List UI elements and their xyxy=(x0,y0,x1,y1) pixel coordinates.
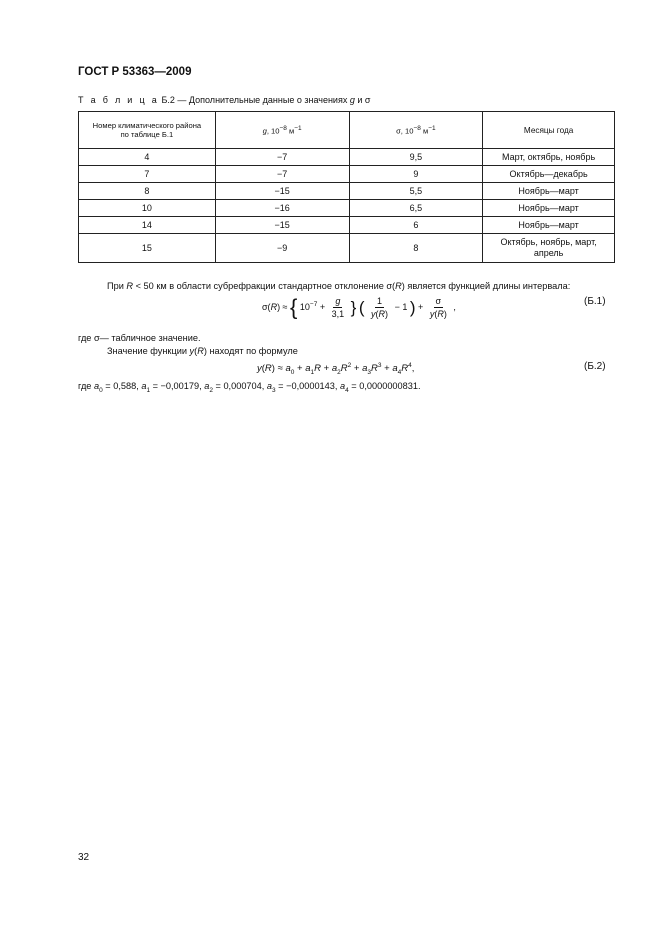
data-table xyxy=(78,111,615,263)
table-row xyxy=(79,200,615,217)
fraction-g xyxy=(330,295,347,320)
formula-plus: + xyxy=(418,301,424,312)
paren-close-icon: ) xyxy=(409,298,416,317)
column-header-exponent: −8 xyxy=(413,124,421,132)
coef-symbol: a xyxy=(93,381,100,391)
formula-subscript: 0 xyxy=(290,369,295,377)
cell-sigma: 5,5 xyxy=(349,183,483,200)
paragraph-where-sigma: где σ— табличное значение. xyxy=(78,333,201,343)
formula-R: R xyxy=(401,363,409,375)
paragraph-y-intro xyxy=(107,346,298,356)
formula-paren: ( xyxy=(434,309,438,319)
caption-symbol-g: g xyxy=(349,95,355,105)
formula-minus-one: − 1 xyxy=(394,301,408,312)
formula-y: y xyxy=(257,363,262,375)
cell-g: −7 xyxy=(215,166,349,183)
formula-subscript: 4 xyxy=(397,369,402,377)
cell-months-line: апрель xyxy=(533,248,564,258)
coef-value: = −0,00179, xyxy=(150,381,205,391)
formula-coef: a xyxy=(392,363,398,375)
caption-symbol-sigma: σ xyxy=(364,95,371,105)
column-header-symbol: σ xyxy=(396,126,401,136)
formula-sigma: σ( xyxy=(262,301,271,312)
column-header-line: Номер климатического района xyxy=(92,121,202,130)
cell-months: Ноябрь—март xyxy=(483,200,615,217)
cell-region: 14 xyxy=(79,217,216,234)
column-header-sigma xyxy=(349,112,483,149)
cell-months: Март, октябрь, ноябрь xyxy=(483,149,615,166)
fraction-one-over-y xyxy=(369,295,390,320)
fraction-denominator: 3,1 xyxy=(331,309,345,319)
formula-R: R xyxy=(314,363,322,375)
column-header-line: по таблице Б.1 xyxy=(120,130,174,139)
formula-exponent: −7 xyxy=(309,300,318,308)
coef-symbol: a xyxy=(204,381,210,391)
coef-symbol: a xyxy=(141,381,147,391)
cell-months-line: Октябрь, ноябрь, март, xyxy=(500,237,597,247)
paren-open-icon: ( xyxy=(358,298,365,317)
coef-symbol: a xyxy=(340,381,346,391)
cell-g: −9 xyxy=(215,234,349,263)
text-run: < 50 км в области субрефракции стандартное отклонение xyxy=(135,281,384,291)
coef-subscript: 0 xyxy=(99,386,103,394)
cell-months: Ноябрь—март xyxy=(483,183,615,200)
column-header-text: , 10 xyxy=(400,126,414,136)
text-run: При xyxy=(107,281,124,291)
coef-subscript: 1 xyxy=(146,386,151,394)
formula-plus: + xyxy=(321,363,332,375)
column-header-unit: м xyxy=(420,126,429,136)
cell-region: 15 xyxy=(79,234,216,263)
formula-paren: ) xyxy=(443,309,447,319)
cell-months: Ноябрь—март xyxy=(483,217,615,234)
column-header-exponent: −8 xyxy=(279,124,287,132)
column-header-g xyxy=(215,112,349,149)
formula-power: 3 xyxy=(377,362,382,369)
table-header-row xyxy=(79,112,615,149)
paragraph-sigma-intro xyxy=(107,281,570,291)
cell-g: −15 xyxy=(215,183,349,200)
cell-region: 7 xyxy=(79,166,216,183)
fraction-numerator: g xyxy=(335,296,341,306)
symbol-y: y xyxy=(189,346,195,356)
formula-ten: 10 xyxy=(299,301,310,312)
formula-plus: + xyxy=(351,363,363,375)
fraction-numerator: 1 xyxy=(377,296,383,306)
symbol-R: R xyxy=(126,281,134,291)
equation-number-b1: (Б.1) xyxy=(584,296,606,307)
formula-subscript: 1 xyxy=(310,369,315,377)
formula-power: 4 xyxy=(408,362,412,369)
text-run: ) находят по формуле xyxy=(203,346,298,356)
column-header-text: , 10 xyxy=(266,126,280,136)
paren-close-icon: } xyxy=(350,298,357,317)
formula-paren: ) xyxy=(385,309,389,319)
column-header-unit: м xyxy=(286,126,295,136)
formula-R: R xyxy=(378,309,386,319)
column-header-months: Месяцы года xyxy=(483,112,615,149)
cell-g: −15 xyxy=(215,217,349,234)
formula-b2 xyxy=(257,362,414,376)
formula-subscript: 3 xyxy=(367,369,372,377)
cell-g: −7 xyxy=(215,149,349,166)
coef-subscript: 2 xyxy=(209,386,213,394)
formula-subscript: 2 xyxy=(337,369,341,377)
text-run: ) является функцией длины интервала: xyxy=(401,281,571,291)
fraction-denominator xyxy=(369,308,390,320)
caption-text: Б.2 — Дополнительные данные о значениях xyxy=(161,95,348,105)
caption-label: Т а б л и ц а xyxy=(78,95,159,105)
formula-paren: ( xyxy=(261,363,265,375)
symbol-R: R xyxy=(197,346,204,356)
text-run: Значение функции xyxy=(107,346,187,356)
formula-plus: + xyxy=(294,363,306,375)
formula-R: R xyxy=(264,363,272,375)
table-row xyxy=(79,217,615,234)
table-row xyxy=(79,183,615,200)
fraction-sigma-over-y xyxy=(428,295,449,320)
column-header-unit-exponent: −1 xyxy=(428,124,436,132)
cell-region: 10 xyxy=(79,200,216,217)
coef-value: = −0,0000143, xyxy=(275,381,340,391)
formula-y: y xyxy=(371,309,376,319)
text-run: ( xyxy=(194,346,198,356)
caption-and: и xyxy=(357,95,363,105)
formula-tail: , xyxy=(411,363,415,375)
symbol-sigma: σ( xyxy=(386,281,396,291)
cell-sigma: 6,5 xyxy=(349,200,483,217)
formula-y: y xyxy=(429,309,435,319)
coef-subscript: 4 xyxy=(345,386,349,394)
equation-number-b2: (Б.2) xyxy=(584,361,606,372)
formula-paren: ( xyxy=(375,309,379,319)
table-caption xyxy=(78,95,370,105)
coef-value: = 0,0000000831. xyxy=(348,381,421,391)
column-header-symbol: g xyxy=(262,126,267,136)
formula-plus: + xyxy=(381,363,393,375)
paragraph-coefficients xyxy=(78,381,421,394)
coef-value: = 0,588, xyxy=(102,381,142,391)
coef-value: = 0,000704, xyxy=(212,381,267,391)
cell-sigma: 9,5 xyxy=(349,149,483,166)
formula-R: R xyxy=(371,363,378,375)
formula-approx: ) ≈ xyxy=(277,301,288,312)
table-row xyxy=(79,234,615,263)
table-row xyxy=(79,166,615,183)
formula-coef: a xyxy=(285,363,291,375)
formula-approx: ) ≈ xyxy=(271,363,283,375)
cell-sigma: 9 xyxy=(349,166,483,183)
symbol-R: R xyxy=(395,281,402,291)
formula-plus: + xyxy=(319,301,326,312)
cell-sigma: 8 xyxy=(349,234,483,263)
formula-R: R xyxy=(437,309,444,319)
formula-tail: , xyxy=(453,301,456,312)
column-header-unit-exponent: −1 xyxy=(294,124,302,132)
column-header-region xyxy=(79,112,216,149)
fraction-numerator: σ xyxy=(435,296,442,306)
cell-g: −16 xyxy=(215,200,349,217)
formula-b1 xyxy=(262,295,456,320)
text-run: где xyxy=(78,381,92,391)
formula-coef: a xyxy=(331,363,338,375)
cell-months xyxy=(483,234,615,263)
formula-coef: a xyxy=(305,363,311,375)
cell-months: Октябрь—декабрь xyxy=(483,166,615,183)
formula-coef: a xyxy=(362,363,368,375)
formula-power: 2 xyxy=(347,362,352,369)
page-number: 32 xyxy=(78,852,90,863)
formula-R: R xyxy=(340,363,348,375)
cell-sigma: 6 xyxy=(349,217,483,234)
coef-subscript: 3 xyxy=(272,386,276,394)
cell-region: 4 xyxy=(79,149,216,166)
paren-open-icon: { xyxy=(290,294,298,320)
formula-R: R xyxy=(270,301,278,312)
document-header: ГОСТ Р 53363—2009 xyxy=(78,66,192,78)
fraction-denominator xyxy=(428,308,449,320)
cell-region: 8 xyxy=(79,183,216,200)
table-row xyxy=(79,149,615,166)
coef-symbol: a xyxy=(266,381,272,391)
